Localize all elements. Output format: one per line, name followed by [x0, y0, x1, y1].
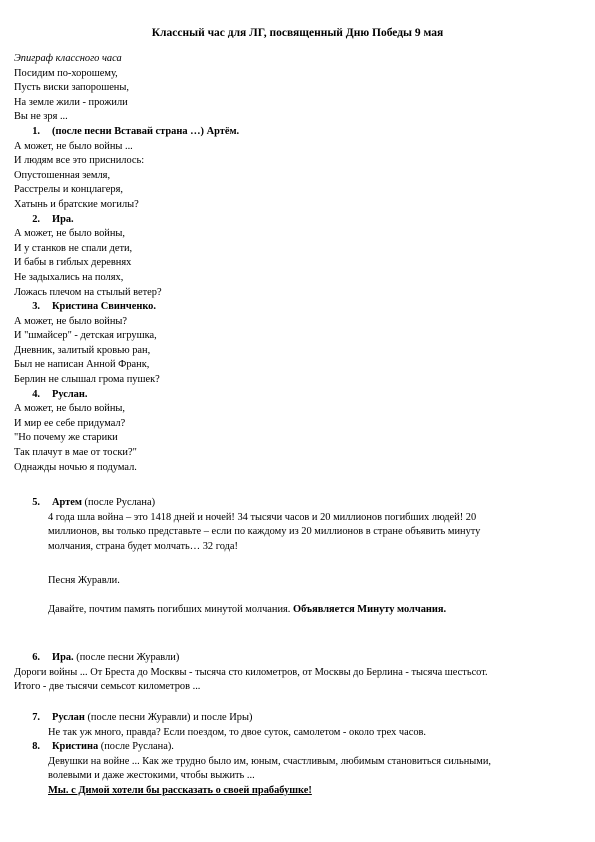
text-line: Не так уж много, правда? Если поездом, то двое суток, самолетом - около трех часов.	[48, 726, 427, 738]
poem-line: И людям все это приснилось:	[14, 155, 145, 167]
item-note: (после Руслана).	[98, 741, 174, 752]
item-3-heading	[14, 300, 574, 315]
epigraph-line: Вы не зря ...	[14, 111, 68, 123]
item-number: 4.	[32, 388, 40, 400]
text-line: 4 года шла война – это 1418 дней и ночей! 34 тысячи часов и 20 миллионов погибших людей! 20	[48, 511, 477, 523]
item-number: 1.	[32, 125, 40, 137]
text-line: Дороги войны ... От Бреста до Москвы - тысяча сто километров, от Москвы до Берлина - тысяча шестьсот.	[14, 666, 488, 678]
poem-line: Был не написан Анной Франк,	[14, 359, 150, 371]
text-line: молчания, страна будет молчать… 32 года!	[48, 540, 238, 552]
item-speaker: Кристина Свинченко.	[52, 301, 156, 313]
item-number: 5.	[32, 497, 40, 508]
item-speaker: Ира.	[52, 652, 74, 663]
closing-line: Мы. с Димой хотели бы рассказать о своей прабабушке!	[48, 784, 312, 796]
poem-line: А может, не было войны?	[14, 315, 127, 327]
item-number: 2.	[32, 213, 40, 225]
item-number: 6.	[32, 652, 40, 663]
item-speaker: Кристина	[52, 741, 99, 752]
item-6-heading	[14, 651, 574, 666]
item-note: (после Руслана)	[81, 497, 156, 508]
item-number: 8.	[32, 741, 40, 752]
poem-line: Однажды ночью я подумал.	[14, 461, 137, 473]
poem-line: Ложась плечом на стылый ветер?	[14, 286, 162, 298]
poem-line: Хатынь и братские могилы?	[14, 198, 139, 210]
epigraph-heading: Эпиграф классного часа	[14, 53, 122, 64]
poem-line: И бабы в гиблых деревнях	[14, 257, 132, 269]
item-5-heading	[14, 496, 574, 511]
item-number: 7.	[32, 712, 40, 723]
poem-line: И "шмайсер" - детская игрушка,	[14, 330, 157, 342]
item-8-heading	[14, 740, 574, 755]
document-title: Классный час для ЛГ, посвященный Дню Победы 9 мая	[151, 27, 444, 39]
item-note: (после песни Журавли)	[73, 652, 180, 663]
item-5	[14, 496, 574, 554]
minute-of-silence-line	[14, 603, 574, 618]
poem-line: "Но почему же старики	[14, 432, 118, 444]
minute-text: Давайте, почтим память погибших минутой молчания.	[48, 604, 294, 615]
epigraph-line: Посидим по-хорошему,	[14, 67, 118, 79]
item-6	[14, 651, 574, 695]
poem-line: Расстрелы и концлагеря,	[14, 184, 123, 196]
poem-line: Опустошенная земля,	[14, 169, 111, 181]
item-speaker: Ира.	[52, 213, 74, 225]
poem-line: Так плачут в мае от тоски?"	[14, 447, 137, 459]
item-speaker: Артем	[52, 497, 82, 508]
minute-announcement: Объявляется Минуту молчания.	[293, 604, 447, 615]
text-line: Итого - две тысячи семьсот километров ...	[14, 681, 201, 693]
poem-line: А может, не было войны,	[14, 403, 125, 415]
item-2-heading	[14, 213, 574, 228]
minute-of-silence	[14, 603, 574, 618]
item-1-heading	[14, 125, 574, 140]
item-speaker: Руслан.	[52, 388, 88, 400]
item-4-heading	[14, 388, 574, 403]
item-speaker: (после песни Вставай страна …) Артём.	[52, 125, 240, 137]
epigraph-line: На земле жили - прожили	[14, 96, 128, 108]
item-8	[14, 740, 574, 798]
text-line: миллионов, вы только представьте – если по каждому из 20 миллионов в стране объявить минуту	[48, 526, 481, 538]
text-line: Девушки на войне ... Как же трудно было им, юным, счастливым, любимым становиться сильными,	[48, 755, 491, 767]
epigraph-and-poems	[14, 52, 574, 475]
poem-line: А может, не было войны ...	[14, 140, 133, 152]
item-note: (после песни Журавли) и после Иры)	[84, 712, 253, 723]
poem-line: И мир ее себе придумал?	[14, 417, 126, 429]
text-line: волевыми и даже жестокими, чтобы выжить ...	[48, 770, 255, 782]
item-number: 3.	[32, 301, 40, 313]
item-5-text	[14, 511, 574, 555]
poem-line: Дневник, залитый кровью ран,	[14, 344, 151, 356]
poem-line: И у станков не спали дети,	[14, 242, 133, 254]
song-title: Песня Журавли.	[48, 575, 120, 586]
poem-line: А может, не было войны,	[14, 228, 125, 240]
item-speaker: Руслан	[52, 712, 85, 723]
poem-line: Не задыхались на полях,	[14, 271, 124, 283]
epigraph-line: Пусть виски запорошены,	[14, 82, 129, 94]
item-7-heading	[14, 711, 574, 726]
item-7	[14, 711, 574, 740]
poem-line: Берлин не слышал грома пушек?	[14, 374, 160, 386]
song-note	[14, 574, 574, 589]
